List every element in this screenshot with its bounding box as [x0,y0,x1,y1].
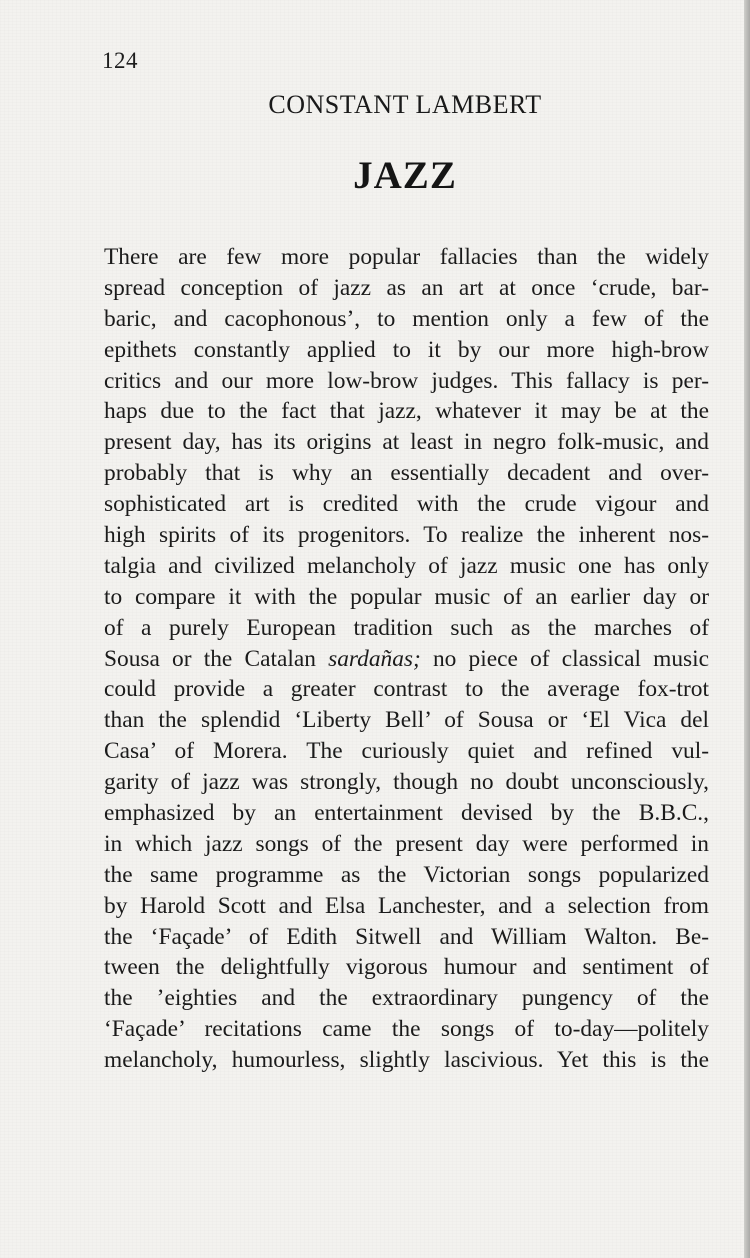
text-line: the ’eighties and the extraordinary pungency of the [104,985,709,1012]
text-line: baric, and cacophonous’, to mention only a few of the [104,305,709,332]
page-edge [744,0,750,1258]
text-line: present day, has its origins at least in negro folk-music, and [104,429,709,456]
text-line: than the splendid ‘Liberty Bell’ of Sousa or ‘El Vica del [104,707,709,734]
text-line: melancholy, humourless, slightly lascivious. Yet this is the [104,1047,709,1074]
text-line: of a purely European tradition such as the marches of [104,614,709,641]
text-line: haps due to the fact that jazz, whatever it may be at the [104,398,709,425]
text-line: garity of jazz was strongly, though no doubt unconsciously, [104,769,709,796]
text-line: critics and our more low-brow judges. This fallacy is per- [104,367,709,394]
text-line: emphasized by an entertainment devised by the B.B.C., [104,800,709,827]
page-number: 124 [102,48,138,73]
text-line: high spirits of its progenitors. To realize the inherent nos- [104,522,709,549]
text-line: to compare it with the popular music of an earlier day or [104,583,709,610]
chapter-title: JAZZ [353,154,457,197]
text-line: in which jazz songs of the present day were performed in [104,830,709,857]
text-line: probably that is why an essentially decadent and over- [104,460,709,487]
italic-word: sardañas; [328,645,421,672]
text-line: talgia and civilized melancholy of jazz music one has only [104,552,709,579]
body-paragraph [104,242,709,1076]
text-segment: no piece of classical music [420,645,709,672]
text-segment: Sousa or the Catalan [104,645,329,672]
text-line: epithets constantly applied to it by our more high-brow [104,336,709,363]
text-line: There are few more popular fallacies than the widely [104,244,709,270]
text-line: sophisticated art is credited with the crude vigour and [104,491,709,518]
text-line: tween the delightfully vigorous humour and sentiment of [104,954,709,981]
text-line: could provide a greater contrast to the average fox-trot [104,676,709,703]
text-line: spread conception of jazz as an art at once ‘crude, bar- [104,274,709,301]
text-line: the ‘Façade’ of Edith Sitwell and William Walton. Be- [104,923,709,950]
text-line: by Harold Scott and Elsa Lanchester, and a selection from [104,892,709,919]
author-heading: CONSTANT LAMBERT [268,90,542,119]
text-line: the same programme as the Victorian songs popularized [104,861,709,888]
text-line: ‘Façade’ recitations came the songs of to-day—politely [104,1016,709,1043]
text-line: Casa’ of Morera. The curiously quiet and refined vul- [104,738,709,765]
text-line-with-italic [104,644,709,675]
